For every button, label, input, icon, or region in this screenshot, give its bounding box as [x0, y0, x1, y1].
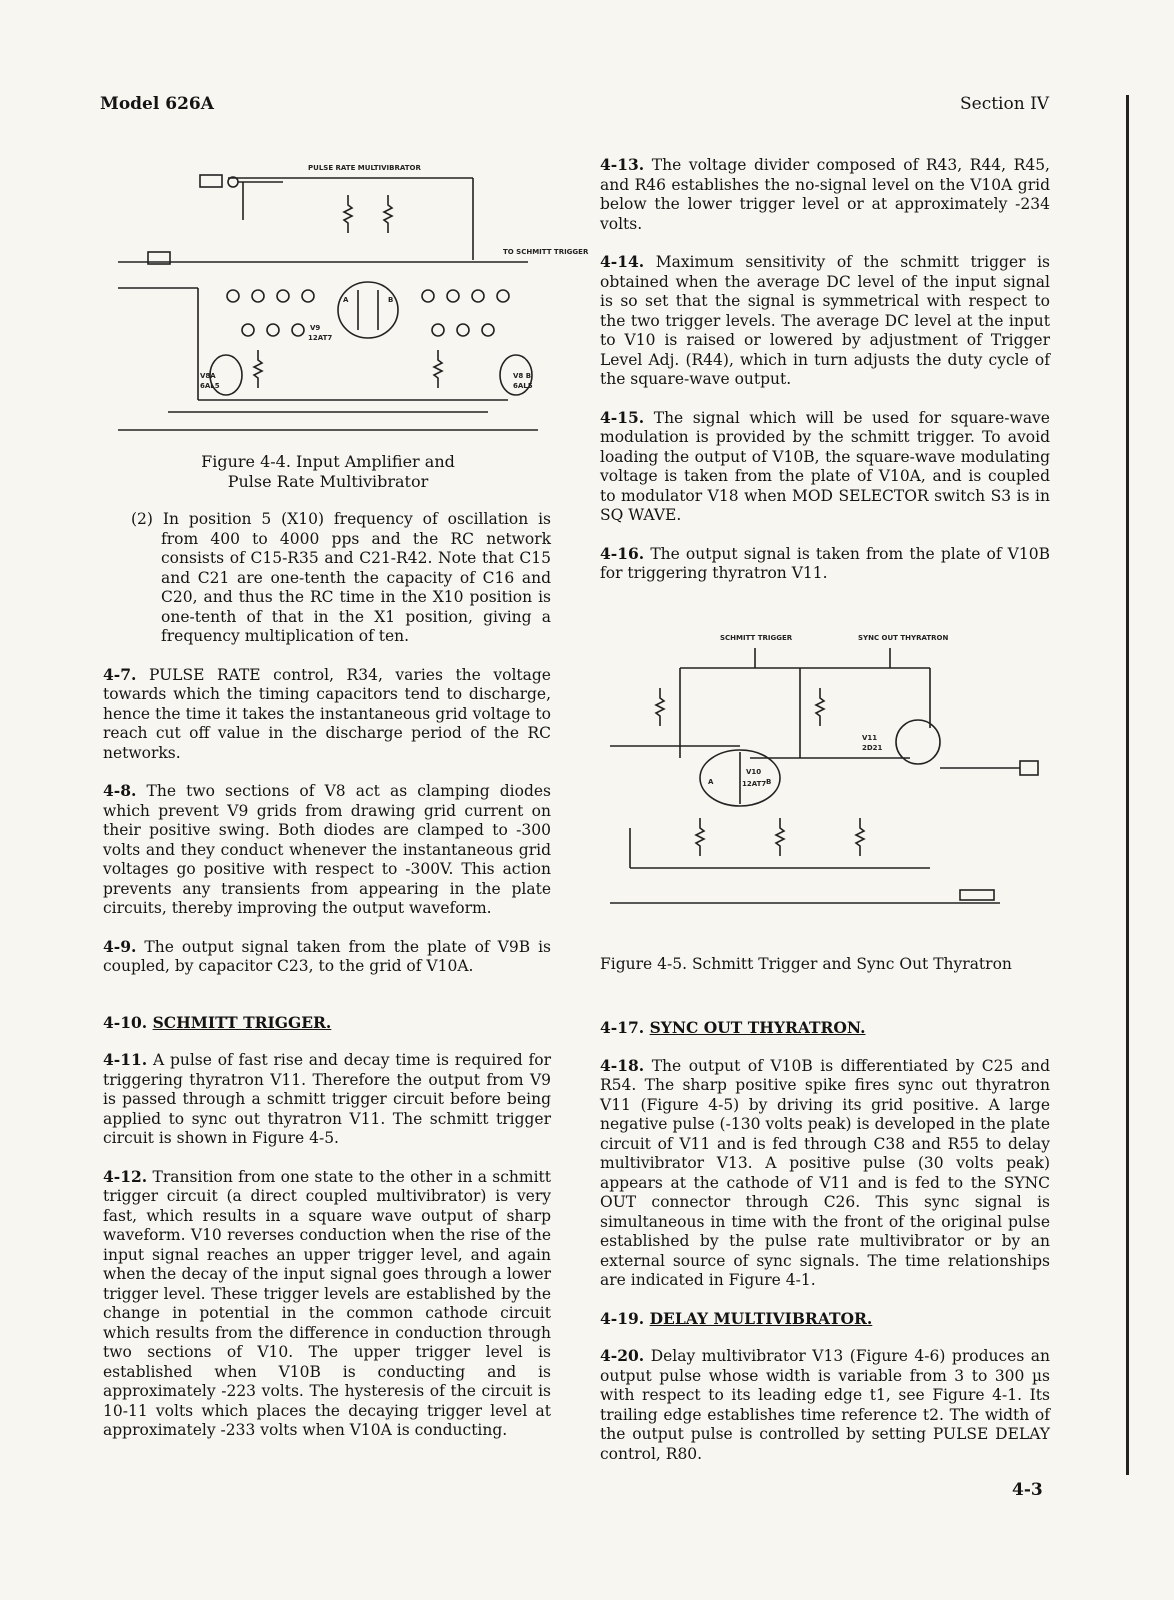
svg-text:A: A [708, 778, 714, 786]
fig45-v10-label: V10 [746, 768, 762, 776]
left-column [103, 510, 551, 1459]
para-4-20-num: 4-20. [600, 1346, 645, 1365]
para-4-20-text: Delay multivibrator V13 (Figure 4-6) produces an output pulse whose width is variable from 3 to 300 µs with respect to its leading edge t1, see Figure 4-1. Its trailing edge establishes time reference t2. The width of the output pulse is controlled by setting PULSE DELAY control, R80. [600, 1347, 1051, 1463]
para-4-16-text: The output signal is taken from the plate of V10B for triggering thyratron V11. [600, 544, 1050, 582]
page-edge-rule [1126, 95, 1129, 1475]
svg-text:B: B [766, 778, 772, 786]
heading-4-19-num: 4-19. [600, 1308, 645, 1328]
fig44-v8a-type: 6AL5 [200, 382, 220, 390]
header-section: Section IV [960, 94, 1050, 114]
para-4-14-text: Maximum sensitivity of the schmitt trigger is obtained when the average DC level of the input signal is so set that the signal is symmetrical with respect to the two trigger levels. The average DC level at the input to V10 is raised or lowered by adjustment of Trigger Level Adj. (R44), which in turn adjusts the duty cycle of the square-wave output. [600, 253, 1050, 388]
para-4-7 [103, 665, 551, 764]
heading-4-17 [600, 1018, 1050, 1038]
para-4-12-num: 4-12. [103, 1166, 148, 1186]
para-4-12-text: Transition from one state to the other in a schmitt trigger circuit (a direct coupled multivibrator) is very fast, which results in a square wave output of sharp waveform. V10 reverses conduction when the rise of the input signal reaches an upper trigger level, and again when the decay of the input signal goes through a lower trigger level. These trigger levels are established by the change in potential in the common cathode circuit which results from the difference in conduction through two sections of V10. The upper trigger level is established when V10B is conducting and is approximately -223 volts. The hysteresis of the circuit is 10-11 volts which places the decaying trigger level at approximately -233 volts when V10A is conducting. [103, 1167, 551, 1439]
para-4-12 [103, 1167, 551, 1441]
right-column-bottom [600, 1018, 1050, 1482]
svg-text:B: B [388, 296, 394, 304]
right-column-top [600, 155, 1050, 602]
figure-4-5-schematic [600, 628, 1050, 928]
svg-text:A: A [343, 296, 349, 304]
para-4-8-text: The two sections of V8 act as clamping diodes which prevent V9 grids from drawing grid current on their positive swing. Both diodes are clamped to -300 volts and they conduct whenever the instantaneous grid voltages go positive with respect to -300V. This action prevents any transients from appearing in the plate circuits, thereby improving the output waveform. [103, 782, 551, 917]
heading-4-10-title: SCHMITT TRIGGER. [152, 1012, 332, 1032]
para-4-9 [103, 937, 551, 977]
para-4-15 [600, 408, 1050, 526]
figure-4-4-schematic [108, 150, 589, 440]
fig45-v11-type: 2D21 [862, 744, 883, 752]
para-4-13-text: The voltage divider composed of R43, R44, R45, and R46 establishes the no-signal level on the V10A grid below the lower trigger level or at approximately -234 volts. [600, 156, 1050, 233]
heading-4-10-num: 4-10. [103, 1012, 148, 1032]
para-4-7-text: PULSE RATE control, R34, varies the voltage towards which the timing capacitors tend to discharge, hence the time it takes the instantaneous grid voltage to reach cut off value in the discharge period of the RC networks. [103, 665, 551, 762]
para-4-14-num: 4-14. [600, 252, 645, 271]
figure-4-5-caption: Figure 4-5. Schmitt Trigger and Sync Out Thyratron [600, 955, 1012, 973]
fig45-schmitt-label: SCHMITT TRIGGER [720, 634, 793, 642]
para-4-9-text: The output signal taken from the plate of V9B is coupled, by capacitor C23, to the grid of V10A. [103, 937, 551, 975]
para-4-7-num: 4-7. [103, 664, 137, 684]
header-model: Model 626A [100, 94, 214, 114]
fig44-v8a-label: V8A [200, 372, 216, 380]
item-2: (2) In position 5 (X10) frequency of oscillation is from 400 to 4000 pps and the RC network consists of C15-R35 and C21-R42. Note that C15 and C21 are one-tenth the capacity of C16 and C20, and thus the RC time in the X10 position is one-tenth of that in the X1 position, giving a frequency multiplication of ten. [131, 510, 551, 645]
fig44-v8b-label: V8 B [513, 372, 532, 380]
para-4-18-text: The output of V10B is differentiated by C25 and R54. The sharp positive spike fires sync out thyratron V11 (Figure 4-5) by driving its grid positive. A large negative pulse (-130 volts peak) is developed in the plate circuit of V11 and is fed through C38 and R55 to delay multivibrator V13. A positive pulse (30 volts peak) appears at the cathode of V11 and is fed to the SYNC OUT connector through C26. This sync signal is simultaneous in time with the front of the original pulse established by the pulse rate multivibrator or by an external source of sync signals. The time relationships are indicated in Figure 4-1. [600, 1056, 1050, 1289]
para-4-13-num: 4-13. [600, 155, 645, 174]
heading-4-19-title: DELAY MULTIVIBRATOR. [649, 1308, 873, 1328]
figure-4-4 [108, 150, 589, 491]
fig44-v9-type: 12AT7 [308, 334, 333, 342]
para-4-20 [600, 1346, 1050, 1464]
fig45-v11-label: V11 [862, 734, 878, 742]
heading-4-17-num: 4-17. [600, 1018, 645, 1037]
para-4-18 [600, 1056, 1050, 1291]
para-4-13 [600, 155, 1050, 234]
heading-4-19 [600, 1309, 1050, 1329]
para-4-14 [600, 252, 1050, 390]
para-4-8-num: 4-8. [103, 781, 137, 800]
fig44-v8b-type: 6AL5 [513, 382, 533, 390]
fig44-to-schmitt: TO SCHMITT TRIGGER [503, 248, 589, 256]
para-4-11-text: A pulse of fast rise and decay time is required for triggering thyratron V11. Therefore the output from V9 is passed through a schmitt trigger circuit before being applied to sync out thyratron V11. The schmitt trigger circuit is shown in Figure 4-5. [103, 1051, 551, 1147]
heading-4-10 [103, 1013, 551, 1033]
figure-4-4-caption-line2: Pulse Rate Multivibrator [227, 472, 429, 491]
figure-4-4-caption-line1: Figure 4-4. Input Amplifier and [201, 452, 455, 471]
para-4-16-num: 4-16. [600, 543, 645, 563]
para-4-8 [103, 781, 551, 919]
para-4-18-num: 4-18. [600, 1055, 645, 1075]
page-number: 4-3 [1012, 1480, 1043, 1500]
figure-4-5 [600, 628, 1050, 978]
fig44-title-label: PULSE RATE MULTIVIBRATOR [308, 164, 421, 172]
fig45-v10-type: 12AT7 [742, 780, 767, 788]
fig45-sync-label: SYNC OUT THYRATRON [858, 634, 949, 642]
para-4-15-text: The signal which will be used for square-wave modulation is provided by the schmitt trigger. To avoid loading the output of V10B, the square-wave modulating voltage is taken from the plate of V10A, and is coupled to modulator V18 when MOD SELECTOR switch S3 is in SQ WAVE. [600, 408, 1050, 524]
fig44-v9-label: V9 [310, 324, 321, 332]
para-4-9-num: 4-9. [103, 936, 137, 956]
heading-4-17-title: SYNC OUT THYRATRON. [649, 1018, 866, 1037]
para-4-11 [103, 1050, 551, 1149]
para-4-11-num: 4-11. [103, 1050, 148, 1069]
para-4-16 [600, 544, 1050, 584]
para-4-15-num: 4-15. [600, 407, 645, 427]
